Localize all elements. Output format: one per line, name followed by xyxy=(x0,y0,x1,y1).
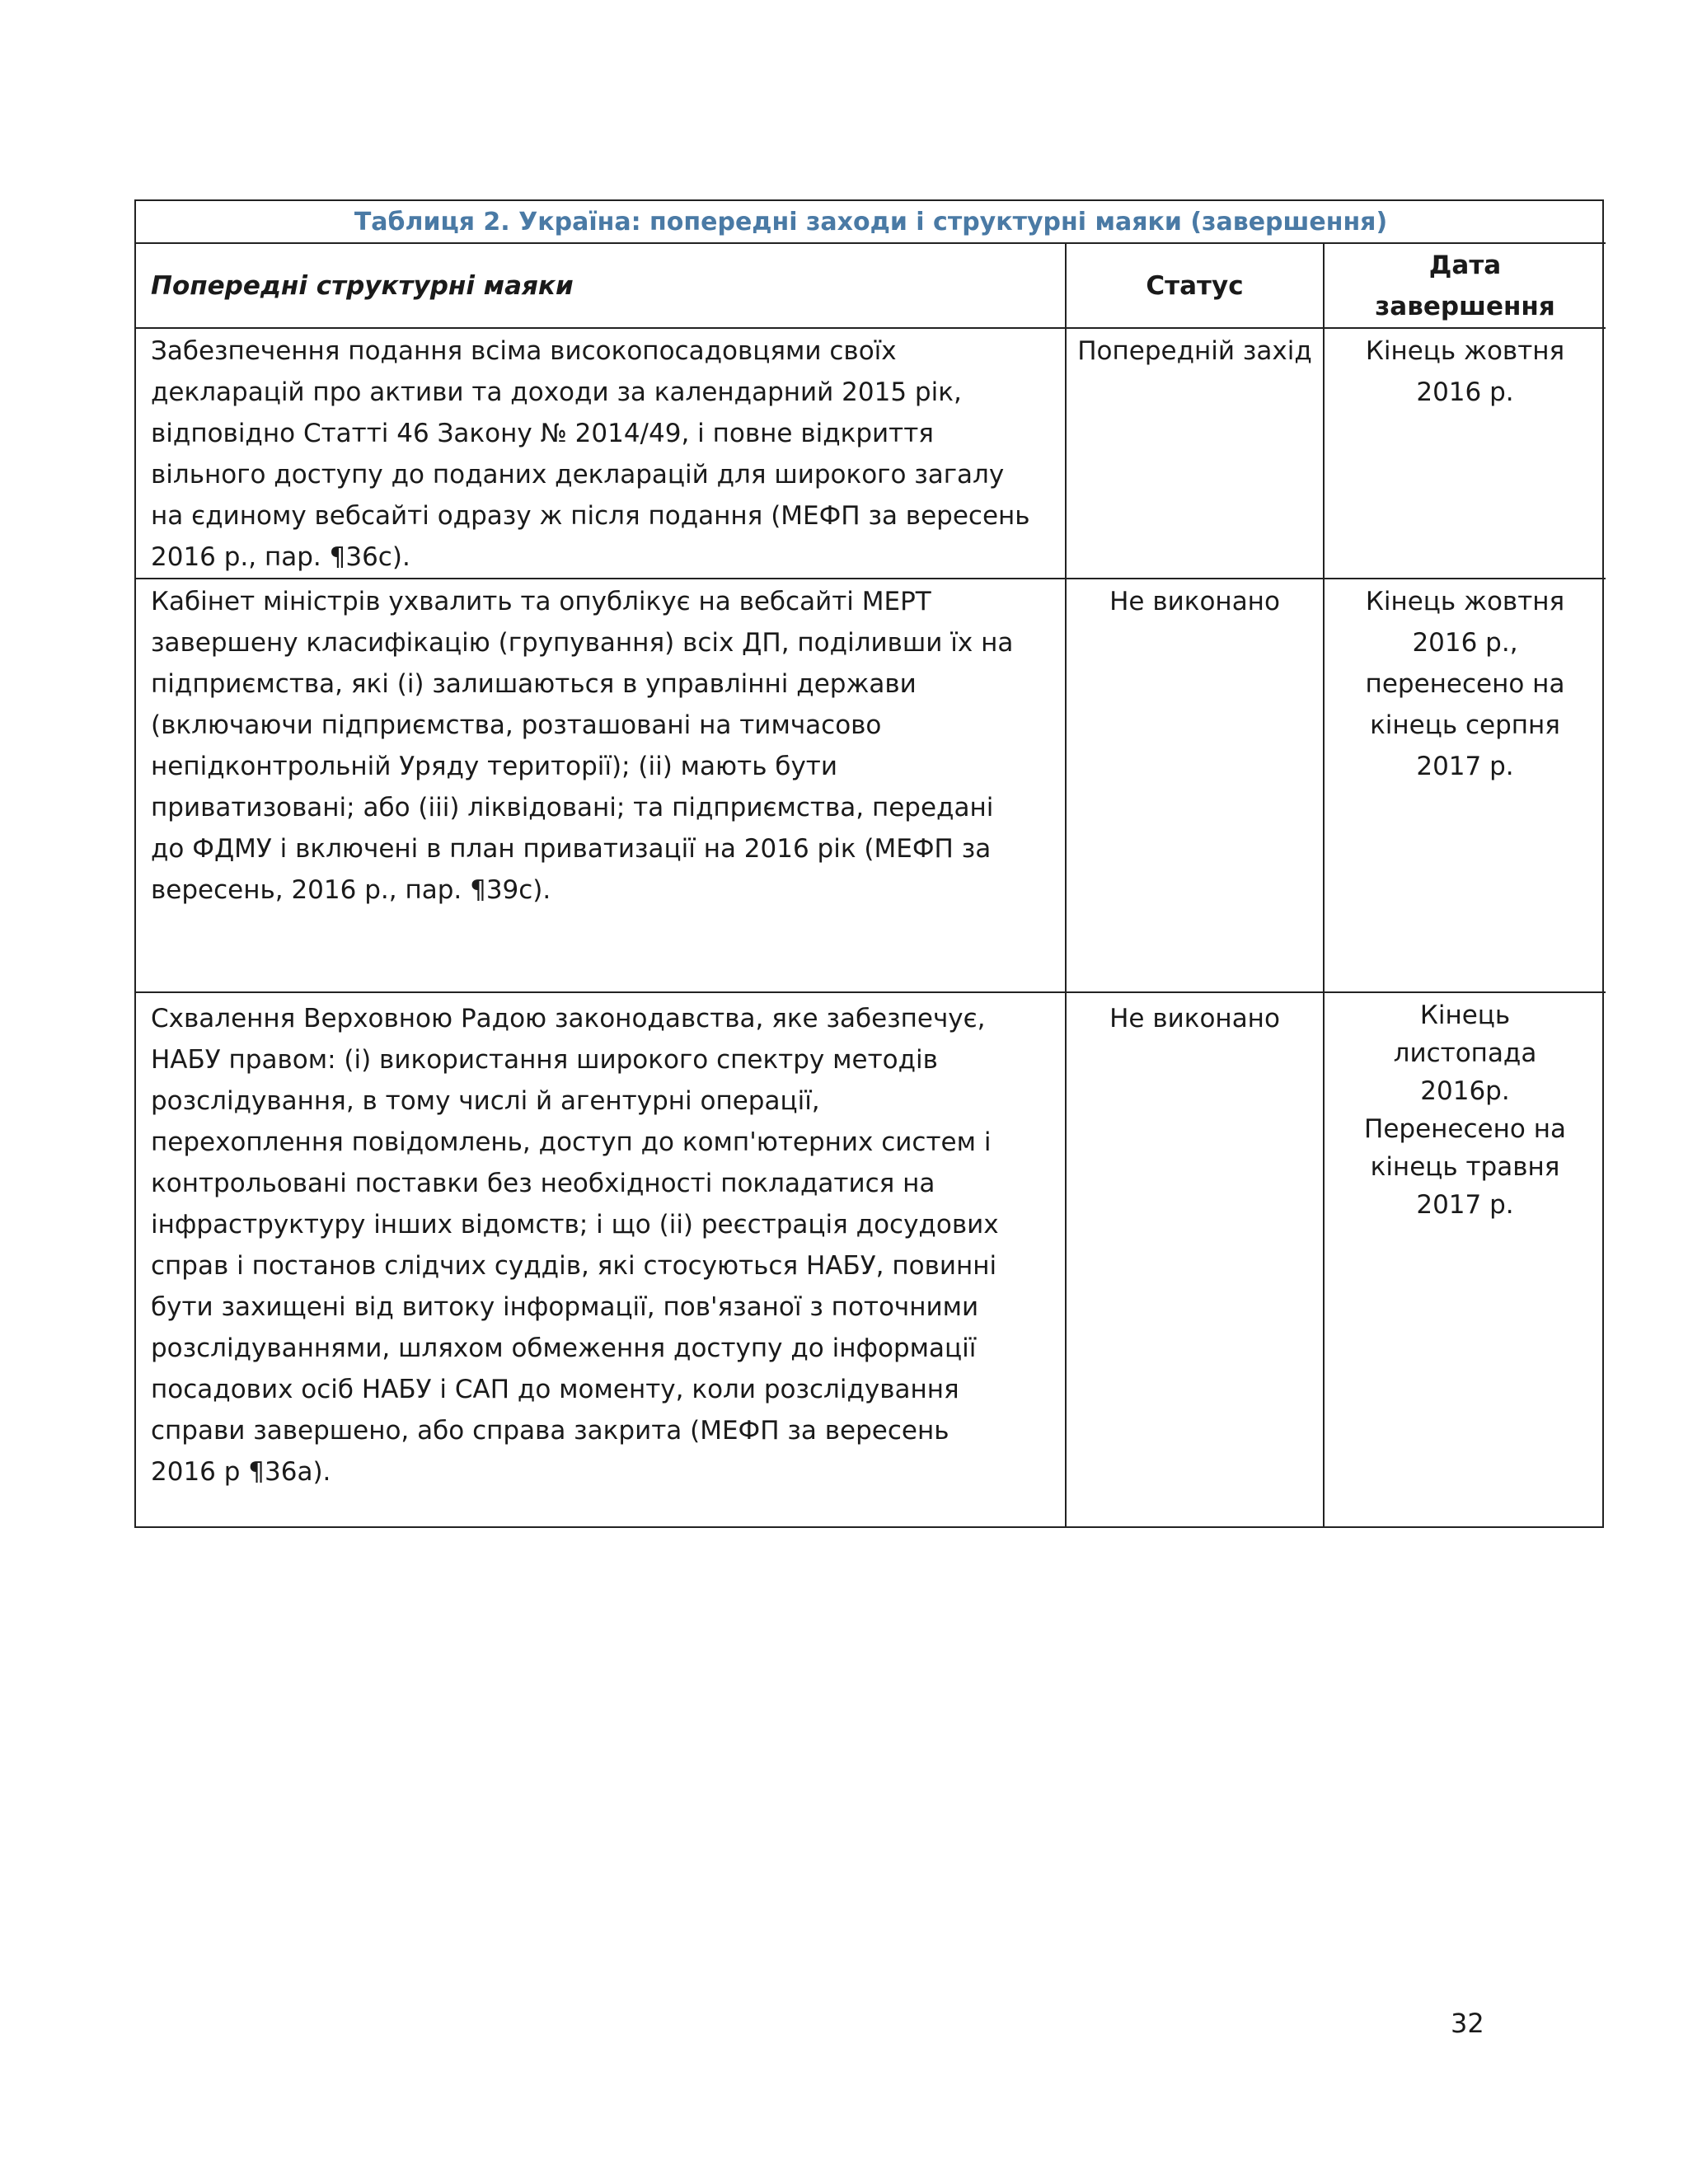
date-line: Перенесено на xyxy=(1364,1114,1566,1144)
date-line: кінець серпня xyxy=(1370,710,1560,740)
measure-line: відповідно Статті 46 Закону № 2014/49, і повне відкриття xyxy=(151,419,934,448)
date-line: Кінець жовтня xyxy=(1365,336,1565,366)
date-line: 2016 р., xyxy=(1412,628,1518,658)
date-line: листопада xyxy=(1393,1038,1537,1068)
measure-line: 2016 р ¶36a). xyxy=(151,1457,331,1487)
measure-line: розслідування, в тому числі й агентурні операції, xyxy=(151,1086,820,1116)
date-line: Кінець xyxy=(1419,1001,1511,1030)
status-cell: Не виконано xyxy=(1066,992,1324,1526)
measure-line: контрольовані поставки без необхідності покладатися на xyxy=(151,1169,935,1198)
measure-line: Схвалення Верховною Радою законодавства, яке забезпечує, xyxy=(151,1004,986,1033)
table-row xyxy=(136,328,1606,579)
measure-line: на єдиному вебсайті одразу ж після подання (МЕФП за вересень xyxy=(151,501,1030,531)
measure-cell xyxy=(136,992,1066,1526)
table-row xyxy=(136,579,1606,992)
header-date-line: Дата xyxy=(1428,250,1502,280)
date-line: Кінець жовтня xyxy=(1365,587,1565,616)
measure-line: справ і постанов слідчих суддів, які стосуються НАБУ, повинні xyxy=(151,1251,997,1281)
measure-cell xyxy=(136,328,1066,579)
page-number: 32 xyxy=(1451,2008,1484,2039)
date-line: 2016р. xyxy=(1420,1076,1510,1106)
measure-line: Забезпечення подання всіма високопосадовцями своїх xyxy=(151,336,897,366)
date-cell xyxy=(1324,992,1606,1526)
table-header-row xyxy=(136,243,1606,328)
date-cell xyxy=(1324,328,1606,579)
date-cell xyxy=(1324,579,1606,992)
date-line: перенесено на xyxy=(1365,669,1565,699)
header-status: Статус xyxy=(1066,243,1324,328)
measure-line: приватизовані; або (iii) ліквідовані; та підприємства, передані xyxy=(151,793,994,823)
date-line: 2016 р. xyxy=(1416,377,1514,407)
measure-line: НАБУ правом: (i) використання широкого спектру методів xyxy=(151,1045,938,1075)
measure-line: завершену класифікацію (групування) всіх ДП, поділивши їх на xyxy=(151,628,1014,658)
status-cell: Не виконано xyxy=(1066,579,1324,992)
header-date-line: завершення xyxy=(1375,291,1555,321)
measure-line: декларацій про активи та доходи за календарний 2015 рік, xyxy=(151,377,962,407)
header-measure: Попередні структурні маяки xyxy=(136,243,1066,328)
date-line: 2017 р. xyxy=(1416,1190,1514,1220)
measure-cell xyxy=(136,579,1066,992)
measure-line: (включаючи підприємства, розташовані на тимчасово xyxy=(151,710,882,740)
status-cell: Попередній захід xyxy=(1066,328,1324,579)
header-date xyxy=(1324,243,1606,328)
measure-line: до ФДМУ і включені в план приватизації на 2016 рік (МЕФП за xyxy=(151,834,992,864)
measure-line: підприємства, які (i) залишаються в управлінні держави xyxy=(151,669,917,699)
measure-line: непідконтрольній Уряду території); (ii) мають бути xyxy=(151,752,838,781)
measure-line: Кабінет міністрів ухвалить та опублікує на вебсайті МЕРТ xyxy=(151,587,931,616)
date-line: 2017 р. xyxy=(1416,752,1514,781)
measure-line: 2016 р., пар. ¶36c). xyxy=(151,542,410,572)
measure-line: посадових осіб НАБУ і САП до моменту, коли розслідування xyxy=(151,1375,959,1404)
date-line: кінець травня xyxy=(1370,1152,1560,1182)
measure-line: вересень, 2016 р., пар. ¶39c). xyxy=(151,875,551,905)
measures-table xyxy=(134,199,1604,1528)
measure-line: бути захищені від витоку інформації, пов'язаної з поточними xyxy=(151,1292,979,1322)
measure-line: розслідуваннями, шляхом обмеження доступу до інформації xyxy=(151,1333,977,1363)
measure-line: вільного доступу до поданих декларацій для широкого загалу xyxy=(151,460,1005,490)
measure-line: перехоплення повідомлень, доступ до комп'ютерних систем і xyxy=(151,1127,992,1157)
table-row xyxy=(136,992,1606,1526)
measure-line: справи завершено, або справа закрита (МЕФП за вересень xyxy=(151,1416,950,1446)
table-caption: Таблиця 2. Україна: попередні заходи і структурні маяки (завершення) xyxy=(136,201,1606,243)
measure-line: інфраструктуру інших відомств; і що (ii) реєстрація досудових xyxy=(151,1210,999,1240)
